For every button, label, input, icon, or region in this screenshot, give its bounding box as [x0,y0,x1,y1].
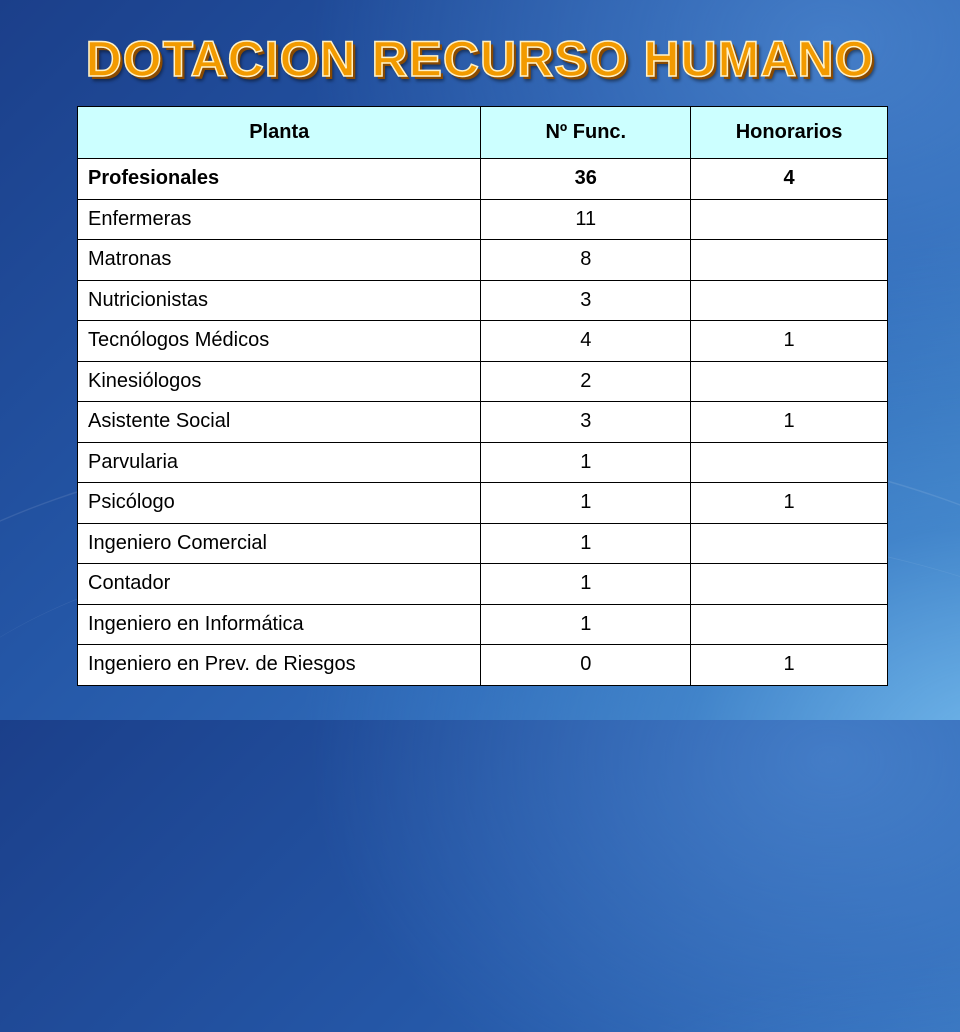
header-honorarios: Honorarios [691,107,888,159]
cell-honorarios [691,564,888,605]
cell-num-func: 1 [481,604,691,645]
cell-planta: Ingeniero Comercial [78,523,481,564]
cell-honorarios [691,240,888,281]
cell-planta: Parvularia [78,442,481,483]
table-row [78,442,888,483]
cell-planta: Asistente Social [78,402,481,443]
table-row [78,361,888,402]
cell-honorarios: 4 [691,159,888,200]
cell-planta: Profesionales [78,159,481,200]
cell-planta: Contador [78,564,481,605]
cell-num-func: 36 [481,159,691,200]
cell-num-func: 1 [481,564,691,605]
cell-honorarios [691,523,888,564]
cell-honorarios: 1 [691,483,888,524]
staffing-table [77,106,888,686]
cell-honorarios [691,199,888,240]
cell-num-func: 0 [481,645,691,686]
table-row [78,321,888,362]
cell-planta: Nutricionistas [78,280,481,321]
table-row [78,159,888,200]
table-row [78,483,888,524]
cell-num-func: 4 [481,321,691,362]
cell-planta: Kinesiólogos [78,361,481,402]
page-title: DOTACION RECURSO HUMANO [85,31,875,87]
cell-planta: Psicólogo [78,483,481,524]
cell-num-func: 3 [481,280,691,321]
table-row [78,402,888,443]
cell-honorarios [691,604,888,645]
table-row [78,645,888,686]
table-row [78,280,888,321]
header-num-func: Nº Func. [481,107,691,159]
table-row [78,564,888,605]
header-planta: Planta [78,107,481,159]
cell-num-func: 1 [481,442,691,483]
cell-planta: Matronas [78,240,481,281]
table-body [78,159,888,686]
cell-planta: Ingeniero en Informática [78,604,481,645]
cell-planta: Ingeniero en Prev. de Riesgos [78,645,481,686]
cell-planta: Tecnólogos Médicos [78,321,481,362]
cell-honorarios: 1 [691,645,888,686]
cell-num-func: 1 [481,483,691,524]
table-header-row [78,107,888,159]
cell-num-func: 11 [481,199,691,240]
cell-honorarios: 1 [691,402,888,443]
table-row [78,240,888,281]
cell-honorarios [691,361,888,402]
table-row [78,604,888,645]
table-row [78,523,888,564]
cell-num-func: 2 [481,361,691,402]
cell-num-func: 1 [481,523,691,564]
cell-num-func: 8 [481,240,691,281]
cell-honorarios [691,280,888,321]
table-row [78,199,888,240]
cell-planta: Enfermeras [78,199,481,240]
cell-honorarios [691,442,888,483]
cell-honorarios: 1 [691,321,888,362]
cell-num-func: 3 [481,402,691,443]
